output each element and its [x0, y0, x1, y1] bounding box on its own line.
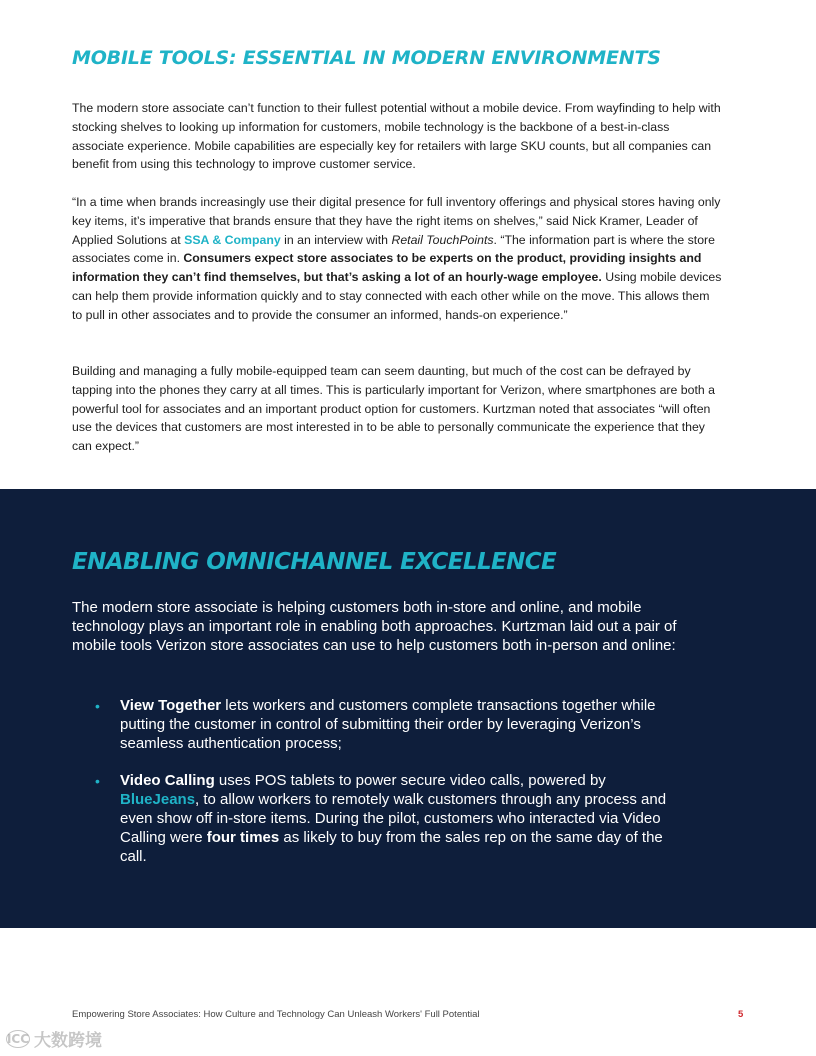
- paragraph-omnichannel-intro: The modern store associate is helping customers both in-store and online, and mobile technology plays an important role in enabling both approaches. Kurtzman laid out a pair of mobile tools Verizon store associates can use to help customers both in-person and online:: [72, 599, 677, 654]
- bullet-text-view-together: lets workers and customers complete transactions together while putting the customer in control of submitting their order by leveraging Verizon’s seamless authentication process;: [120, 697, 656, 752]
- section-heading-omnichannel: ENABLING OMNICHANNEL EXCELLENCE: [72, 549, 557, 575]
- quote-bold-text: Consumers expect store associates to be experts on the product, providing insights and information they can’t find themselves, but that’s asking a lot of an hourly-wage employee.: [72, 251, 702, 285]
- paragraph-mobile-team: Building and managing a fully mobile-equipped team can seem daunting, but much of the cost can be defrayed by tapping into the phones they carry at all times. This is particularly important for Verizon, where smartphones are both a powerful tool for associates and an important product option for customers. Kurtzman noted that associates “will often use the devices that customers are most interested in to be able to personally communicate the experience that they can expect.”: [72, 364, 715, 454]
- bullet-icon: •: [95, 698, 100, 714]
- bullet-text-video-calling-1: uses POS tablets to power secure video calls, powered by: [214, 772, 606, 790]
- section-heading-mobile-tools: MOBILE TOOLS: ESSENTIAL IN MODERN ENVIRONMENTS: [72, 47, 661, 69]
- watermark: [6, 1026, 102, 1051]
- paragraph-quote: [72, 193, 722, 325]
- section-omnichannel: [0, 489, 816, 928]
- publication-name: Retail TouchPoints: [391, 232, 494, 247]
- mobile-tools-list: [72, 697, 672, 885]
- list-item-view-together: [72, 697, 672, 753]
- paragraph-mobile-intro: The modern store associate can’t function to their fullest potential without a mobile device. From wayfinding to help with stocking shelves to looking up information for customers, mobile technology is the backbone of a best-in-class associate experience. Mobile capabilities are especially key for retailers with large SKU counts, but all companies can benefit from using this technology to improve customer service.: [72, 101, 721, 172]
- link-ssa-company[interactable]: SSA & Company: [184, 232, 281, 247]
- list-item-video-calling: [72, 772, 672, 866]
- quote-text-4: Using mobile devices can help them provide information quickly and to stay connected with each other while on the move. This allows them to pull in other associates and to provide the consumer an informed, hands-on experience.”: [72, 270, 722, 322]
- link-bluejeans[interactable]: BlueJeans: [120, 791, 196, 809]
- bullet-text-video-calling-3: as likely to buy from the sales rep on the same day of the call.: [120, 828, 663, 865]
- bullet-icon: •: [95, 773, 100, 790]
- quote-text-1: “In a time when brands increasingly use their digital presence for full inventory offerings and physical stores having only key items, it’s imperative that brands ensure that they have the right items on shelves,” said Nick Kramer, Leader of Applied Solutions at: [72, 195, 721, 247]
- bullet-text-video-calling-2: , to allow workers to remotely walk customers through any process and even show off in-store items. During the pilot, customers who interacted via Video Calling were: [120, 791, 667, 846]
- bullet-bold-four-times: four times: [206, 828, 280, 846]
- section-mobile-tools: [0, 0, 816, 489]
- footer-title: Empowering Store Associates: How Culture and Technology Can Unleash Workers' Full Potential: [72, 1009, 480, 1020]
- page-number: 5: [738, 1009, 744, 1020]
- watermark-text: 大数跨境: [34, 1031, 102, 1050]
- bullet-title-view-together: View Together: [120, 697, 222, 714]
- quote-text-3: . “The information part is where the store associates come in.: [72, 232, 715, 266]
- watermark-logo-icon: ICC: [6, 1031, 30, 1046]
- quote-text-2: in an interview with: [280, 232, 392, 247]
- bullet-title-video-calling: Video Calling: [120, 772, 215, 790]
